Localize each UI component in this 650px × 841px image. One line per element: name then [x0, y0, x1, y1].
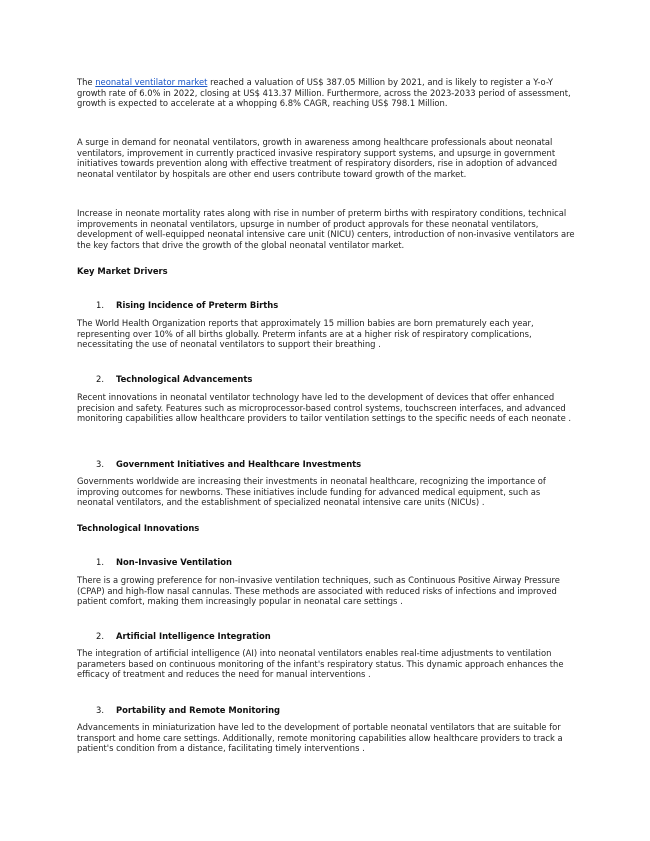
driver-title: Rising Incidence of Preterm Births: [116, 300, 279, 311]
driver-item-preterm-births: [96, 300, 556, 311]
list-number: 2.: [96, 374, 104, 385]
technological-innovations-heading: Technological Innovations: [77, 523, 200, 533]
innovation-body-non-invasive: There is a growing preference for non-invasive ventilation techniques, such as Continuous Positive Airway Pressure (CPAP) and high-flow nasal cannulas. These methods are associated with reduced risks of infections and improved patient comfort, making them increasingly popular in neonatal care settings .: [77, 575, 560, 607]
innovation-body-portability: Advancements in miniaturization have led to the development of portable neonatal ventilators that are suitable for transport and home care settings. Additionally, remote monitoring capabilities allow healthcare providers to track a patient's condition from a distance, facilitating timely interventions .: [77, 722, 563, 754]
intro-text-start: The: [77, 77, 96, 87]
list-number: 3.: [96, 705, 104, 716]
innovation-title: Non-Invasive Ventilation: [116, 557, 232, 568]
driver-item-technological-advancements: [96, 374, 556, 385]
innovation-body-ai-integration: The integration of artificial intelligence (AI) into neonatal ventilators enables real-time adjustments to ventilation parameters based on continuous monitoring of the infant's respiratory status. This dynamic approach enhances the efficacy of treatment and reduces the need for manual interventions .: [77, 648, 564, 680]
driver-title: Government Initiatives and Healthcare Investments: [116, 459, 362, 470]
innovation-title: Portability and Remote Monitoring: [116, 705, 281, 716]
list-number: 3.: [96, 459, 104, 470]
intro-text-rest: reached a valuation of US$ 387.05 Million by 2021, and is likely to register a Y-o-Y growth rate of 6.0% in 2022, closing at US$ 413.37 Million. Furthermore, across the 2023-2033 period of assessment, growth is expected to accelerate at a whopping 6.8% CAGR, reaching US$ 798.1 Million.: [77, 77, 571, 109]
list-number: 1.: [96, 300, 104, 311]
driver-item-government-initiatives: [96, 459, 556, 470]
innovation-item-non-invasive: [96, 557, 556, 568]
innovation-item-portability: [96, 705, 556, 716]
neonatal-ventilator-market-link[interactable]: neonatal ventilator market: [95, 77, 208, 87]
driver-title: Technological Advancements: [116, 374, 253, 385]
demand-paragraph: A surge in demand for neonatal ventilators, growth in awareness among healthcare professionals about neonatal ventilators, improvement in currently practiced invasive respiratory support systems, and upsurge in government initiatives towards prevention along with effective treatment of respiratory disorders, rise in adoption of advanced neonatal ventilator by hospitals are other end users contribute toward growth of the market.: [77, 137, 558, 179]
intro-paragraph: [77, 77, 577, 109]
driver-body-preterm-births: The World Health Organization reports that approximately 15 million babies are born prematurely each year, representing over 10% of all births globally. Preterm infants are at a higher risk of respiratory complications, necessitating the use of neonatal ventilators to support their breathing .: [77, 318, 534, 350]
key-market-drivers-heading: Key Market Drivers: [77, 266, 168, 276]
list-number: 1.: [96, 557, 104, 568]
driver-body-government-initiatives: Governments worldwide are increasing their investments in neonatal healthcare, recognizing the importance of improving outcomes for newborns. These initiatives include funding for advanced medical equipment, such as neonatal ventilators, and the establishment of specialized neonatal intensive care units (NICUs) .: [77, 476, 546, 508]
growth-factors-paragraph: Increase in neonate mortality rates along with rise in number of preterm births with respiratory conditions, technical improvements in neonatal ventilators, upsurge in number of product approvals for these neonatal ventilators, development of well-equipped neonatal intensive care unit (NICU) centers, introduction of non-invasive ventilators are the key factors that drive the growth of the global neonatal ventilator market.: [77, 208, 575, 250]
innovation-item-ai-integration: [96, 631, 556, 642]
list-number: 2.: [96, 631, 104, 642]
driver-body-technological-advancements: Recent innovations in neonatal ventilator technology have led to the development of devices that offer enhanced precision and safety. Features such as microprocessor-based control systems, touchscreen interfaces, and advanced monitoring capabilities allow healthcare providers to tailor ventilation settings to the specific needs of each neonate .: [77, 392, 572, 424]
innovation-title: Artificial Intelligence Integration: [116, 631, 271, 642]
